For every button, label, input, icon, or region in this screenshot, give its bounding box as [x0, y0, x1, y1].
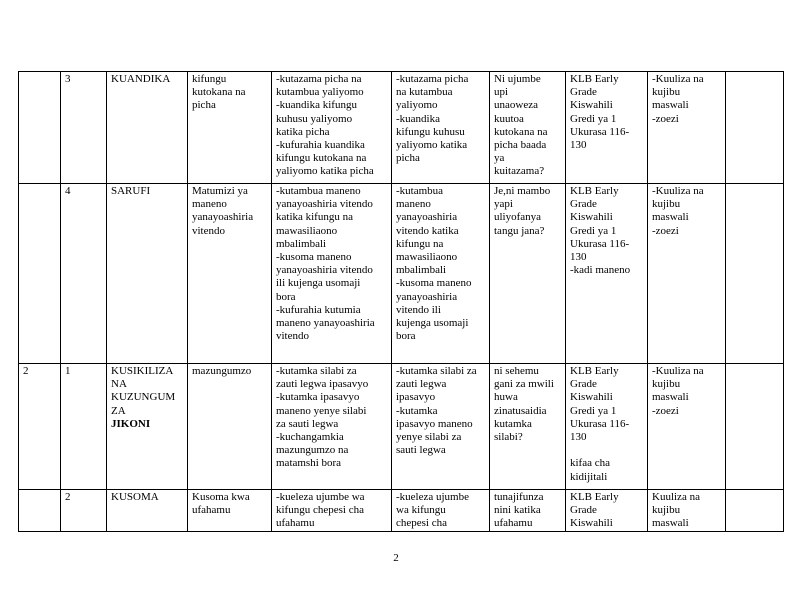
cell-line: NA: [111, 378, 127, 391]
cell-line: maneno yanayoashiria: [276, 317, 375, 330]
learning-outcomes-cell: [272, 490, 392, 532]
cell-line: KUANDIKA: [111, 73, 171, 85]
cell-line: maneno yenye silabi: [276, 404, 367, 417]
cell-line: mazungumzo na: [276, 444, 349, 457]
cell-line: Grade: [570, 378, 597, 391]
cell-line: ufahamu: [276, 517, 315, 530]
cell-line: silabi?: [494, 431, 523, 444]
cell-line: Gredi ya 1: [570, 404, 617, 417]
cell-line: kidijitali: [570, 470, 608, 483]
cell-line: kutamka: [494, 417, 532, 430]
cell-line: yanayoashiria: [192, 211, 254, 224]
cell-line: -kutazama picha: [396, 73, 469, 85]
cell-line: Ukurasa 116-: [570, 237, 630, 250]
cell-line: -kuandika kifungu: [276, 99, 357, 112]
page-number: 2: [393, 552, 399, 564]
cell-line: -zoezi: [652, 112, 679, 125]
cell-line: picha baada: [494, 139, 547, 152]
substrand-cell: [188, 364, 272, 490]
cell-line: maneno: [396, 198, 431, 211]
cell-line: vitendo: [276, 330, 309, 343]
cell-line: Kiswahili: [570, 211, 613, 224]
key-inquiry-question-cell: [490, 184, 566, 364]
lesson-cell: 4: [61, 184, 107, 364]
cell-line: kifungu kutokana na: [276, 152, 367, 165]
cell-line: maswali: [652, 211, 689, 224]
cell-line: upi: [494, 86, 509, 99]
cell-line: -kusoma maneno: [276, 251, 352, 264]
cell-line: yanayoashiria: [396, 290, 458, 303]
cell-line: KLB Early: [570, 365, 619, 377]
cell-line: mbalimbali: [276, 237, 327, 250]
cell-line: Kiswahili: [570, 99, 613, 112]
key-inquiry-question-cell: [490, 72, 566, 184]
cell-line: kifaa cha: [570, 457, 610, 470]
cell-line: mazungumzo: [192, 365, 252, 377]
cell-line: chepesi cha: [396, 517, 447, 530]
cell-line: Grade: [570, 504, 597, 517]
cell-line: KUSOMA: [111, 491, 159, 503]
cell-line: kujenga usomaji: [396, 317, 469, 330]
cell-line: Ukurasa 116-: [570, 125, 630, 138]
table-row: [19, 72, 784, 184]
cell-line: bora: [396, 330, 416, 343]
cell-line: Kiswahili: [570, 517, 613, 530]
cell-line-bold: JIKONI: [111, 417, 151, 430]
week-cell: 2: [19, 364, 61, 490]
remarks-cell: [726, 72, 784, 184]
lesson-cell: 3: [61, 72, 107, 184]
assessment-cell: [648, 184, 726, 364]
cell-line: katika picha: [276, 125, 330, 138]
cell-line: kuhusu yaliyomo: [276, 112, 353, 125]
cell-line: ili kujenga usomaji: [276, 277, 361, 290]
substrand-cell: [188, 72, 272, 184]
week-cell: [19, 72, 61, 184]
cell-line: KLB Early: [570, 185, 619, 197]
substrand-cell: [188, 184, 272, 364]
cell-line: SARUFI: [111, 185, 151, 197]
cell-line: -kusoma maneno: [396, 277, 472, 290]
cell-line: ufahamu: [494, 517, 533, 530]
assessment-cell: [648, 72, 726, 184]
cell-line: vitendo katika: [396, 224, 459, 237]
cell-line: maswali: [652, 517, 689, 530]
remarks-cell: [726, 364, 784, 490]
learning-resources-cell: [566, 184, 648, 364]
week-cell: [19, 184, 61, 364]
cell-line: nini katika: [494, 504, 541, 517]
cell-line: Kuuliza na: [652, 491, 700, 503]
cell-line: maneno: [192, 198, 227, 211]
cell-line: yaliyomo katika: [396, 139, 468, 152]
cell-line: tunajifunza: [494, 491, 544, 503]
cell-line: kujibu: [652, 378, 681, 391]
week-cell: [19, 490, 61, 532]
strand-cell: [107, 184, 188, 364]
scheme-of-work-table: [18, 71, 784, 532]
cell-line: yenye silabi za: [396, 431, 462, 444]
cell-line: zinatusaidia: [494, 404, 547, 417]
cell-line: Gredi ya 1: [570, 112, 617, 125]
cell-line: -kutamka ipasavyo: [276, 391, 360, 404]
strand-cell: [107, 364, 188, 490]
cell-line: katika kifungu na: [276, 211, 353, 224]
cell-line: -kutamka silabi za: [396, 365, 477, 377]
cell-line: -kutamka: [396, 404, 438, 417]
cell-line: kifungu chepesi cha: [276, 504, 364, 517]
cell-line: KLB Early: [570, 73, 619, 85]
cell-line: -kutamka silabi za: [276, 365, 357, 377]
cell-line: kifungu: [192, 73, 227, 85]
cell-line: -Kuuliza na: [652, 73, 704, 85]
cell-line: zauti legwa: [396, 378, 447, 391]
cell-line: -zoezi: [652, 404, 679, 417]
cell-line: picha: [192, 99, 216, 112]
remarks-cell: [726, 184, 784, 364]
cell-line: ya: [494, 152, 505, 165]
cell-line: na kutambua: [396, 86, 453, 99]
strand-cell: [107, 490, 188, 532]
learning-experiences-cell: [392, 72, 490, 184]
remarks-cell: [726, 490, 784, 532]
cell-line: -kutazama picha na: [276, 73, 362, 85]
cell-line: Kusoma kwa: [192, 491, 250, 503]
cell-line: Matumizi ya: [192, 185, 248, 197]
learning-outcomes-cell: [272, 184, 392, 364]
cell-line: -zoezi: [652, 224, 679, 237]
cell-line: kujibu: [652, 86, 681, 99]
cell-line: 130: [570, 139, 587, 152]
cell-line: 130: [570, 251, 587, 264]
cell-line: Ukurasa 116-: [570, 417, 630, 430]
cell-line: yanayoashiria vitendo: [276, 264, 373, 277]
lesson-cell: 1: [61, 364, 107, 490]
cell-line: maswali: [652, 391, 689, 404]
cell-line: -Kuuliza na: [652, 365, 704, 377]
cell-line: maswali: [652, 99, 689, 112]
learning-resources-cell: [566, 490, 648, 532]
cell-line: -kutambua: [396, 185, 444, 197]
cell-line: gani za mwili: [494, 378, 554, 391]
cell-line: mawasiliaono: [276, 224, 338, 237]
cell-line: Grade: [570, 86, 597, 99]
cell-line: [570, 444, 643, 457]
cell-line: Gredi ya 1: [570, 224, 617, 237]
learning-experiences-cell: [392, 364, 490, 490]
cell-line: kujibu: [652, 504, 681, 517]
cell-line: kifungu kuhusu: [396, 125, 465, 138]
key-inquiry-question-cell: [490, 364, 566, 490]
cell-line: yapi: [494, 198, 513, 211]
cell-line: zauti legwa ipasavyo: [276, 378, 369, 391]
assessment-cell: [648, 490, 726, 532]
learning-resources-cell: [566, 72, 648, 184]
cell-line: -kufurahia kuandika: [276, 139, 365, 152]
cell-line: -Kuuliza na: [652, 185, 704, 197]
learning-outcomes-cell: [272, 364, 392, 490]
cell-line: kuutoa: [494, 112, 524, 125]
learning-experiences-cell: [392, 490, 490, 532]
lesson-cell: 2: [61, 490, 107, 532]
table-row: [19, 184, 784, 364]
cell-line: wa kifungu: [396, 504, 446, 517]
cell-line: KUZUNGUM: [111, 391, 176, 404]
cell-line: uliyofanya: [494, 211, 542, 224]
cell-line: -kueleza ujumbe: [396, 491, 469, 503]
cell-line: vitendo ili: [396, 303, 441, 316]
learning-outcomes-cell: [272, 72, 392, 184]
cell-line: ipasavyo: [396, 391, 436, 404]
cell-line: unaoweza: [494, 99, 538, 112]
cell-line: yanayoashiria: [396, 211, 458, 224]
cell-line: matamshi bora: [276, 457, 342, 470]
cell-line: -kueleza ujumbe wa: [276, 491, 365, 503]
cell-line: KLB Early: [570, 491, 619, 503]
cell-line: kifungu na: [396, 237, 444, 250]
cell-line: KUSIKILIZA: [111, 365, 174, 377]
learning-resources-cell: [566, 364, 648, 490]
cell-line: sauti legwa: [396, 444, 446, 457]
cell-line: Grade: [570, 198, 597, 211]
cell-line: kutokana na: [192, 86, 246, 99]
cell-line: yaliyomo: [396, 99, 438, 112]
table-row: [19, 490, 784, 532]
table-row: [19, 364, 784, 490]
cell-line: kutambua yaliyomo: [276, 86, 364, 99]
assessment-cell: [648, 364, 726, 490]
cell-line: Kiswahili: [570, 391, 613, 404]
cell-line: ni sehemu: [494, 365, 539, 377]
learning-experiences-cell: [392, 184, 490, 364]
cell-line: mawasiliaono: [396, 251, 458, 264]
cell-line: -kadi maneno: [570, 264, 631, 277]
cell-line: kujibu: [652, 198, 681, 211]
cell-line: yanayoashiria vitendo: [276, 198, 373, 211]
cell-line: -kuchangamkia: [276, 431, 344, 444]
key-inquiry-question-cell: [490, 490, 566, 532]
cell-line: Je,ni mambo: [494, 185, 551, 197]
cell-line: za sauti legwa: [276, 417, 339, 430]
cell-line: kuitazama?: [494, 165, 545, 178]
cell-line: ipasavyo maneno: [396, 417, 473, 430]
cell-line: vitendo: [192, 224, 225, 237]
cell-line: -kutambua maneno: [276, 185, 361, 197]
cell-line: mbalimbali: [396, 264, 447, 277]
strand-cell: [107, 72, 188, 184]
cell-line: -kuandika: [396, 112, 440, 125]
cell-line: tangu jana?: [494, 224, 545, 237]
cell-line: ZA: [111, 404, 126, 417]
cell-line: ufahamu: [192, 504, 231, 517]
cell-line: picha: [396, 152, 420, 165]
cell-line: Ni ujumbe: [494, 73, 541, 85]
cell-line: kutokana na: [494, 125, 548, 138]
substrand-cell: [188, 490, 272, 532]
cell-line: bora: [276, 290, 296, 303]
cell-line: yaliyomo katika picha: [276, 165, 374, 178]
cell-line: -kufurahia kutumia: [276, 303, 361, 316]
cell-line: huwa: [494, 391, 518, 404]
cell-line: 130: [570, 431, 587, 444]
